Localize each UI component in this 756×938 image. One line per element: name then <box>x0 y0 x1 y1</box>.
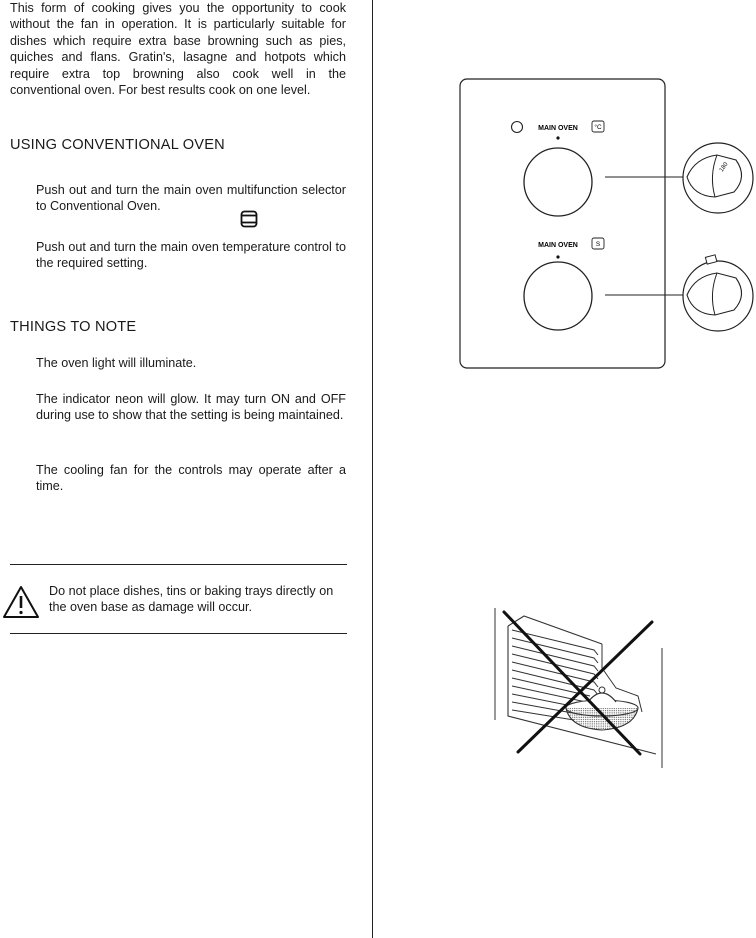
temperature-knob-detail-icon <box>683 143 753 213</box>
note-item: The cooling fan for the controls may operate after a time. <box>36 463 346 494</box>
oven-interior-no-dishes-illustration <box>490 604 666 770</box>
warning-top-rule <box>10 564 347 565</box>
note-item: The indicator neon will glow. It may turn ON and OFF during use to show that the setting is being maintained. <box>36 392 346 423</box>
multifunction-selector-knob <box>524 262 592 330</box>
warning-bottom-rule <box>10 633 347 634</box>
warning-text: Do not place dishes, tins or baking trays directly on the oven base as damage will occur. <box>49 584 334 615</box>
section-heading-using-conventional-oven: USING CONVENTIONAL OVEN <box>10 137 225 153</box>
step-text-selector: Push out and turn the main oven multifunction selector to Conventional Oven. <box>36 183 346 214</box>
column-divider <box>372 0 373 938</box>
main-oven-label-bottom: MAIN OVEN <box>538 242 578 249</box>
indicator-neon-icon <box>512 122 523 133</box>
temperature-badge: °C <box>594 124 602 131</box>
intro-paragraph: This form of cooking gives you the opportunity to cook without the fan in operation. It is particularly suitable for dishes which require extra base browning such as pies, quiches and flans. Gratin's, lasagne and hotpots which require extra top browning also cook well in the conventional oven. For best results cook on one level. <box>10 1 346 98</box>
note-item: The oven light will illuminate. <box>36 356 197 370</box>
section-heading-things-to-note: THINGS TO NOTE <box>10 319 137 335</box>
step-text-temperature: Push out and turn the main oven temperature control to the required setting. <box>36 240 346 271</box>
selector-knob-detail-icon <box>683 255 753 331</box>
prohibited-cross-icon <box>504 612 652 754</box>
warning-triangle-icon <box>2 585 40 619</box>
svg-text:180: 180 <box>718 161 730 174</box>
temperature-knob <box>524 148 592 216</box>
conventional-oven-symbol-icon <box>240 210 258 228</box>
main-oven-label-top: MAIN OVEN <box>538 125 578 132</box>
function-badge: S <box>595 241 601 248</box>
control-panel-diagram <box>455 76 755 372</box>
